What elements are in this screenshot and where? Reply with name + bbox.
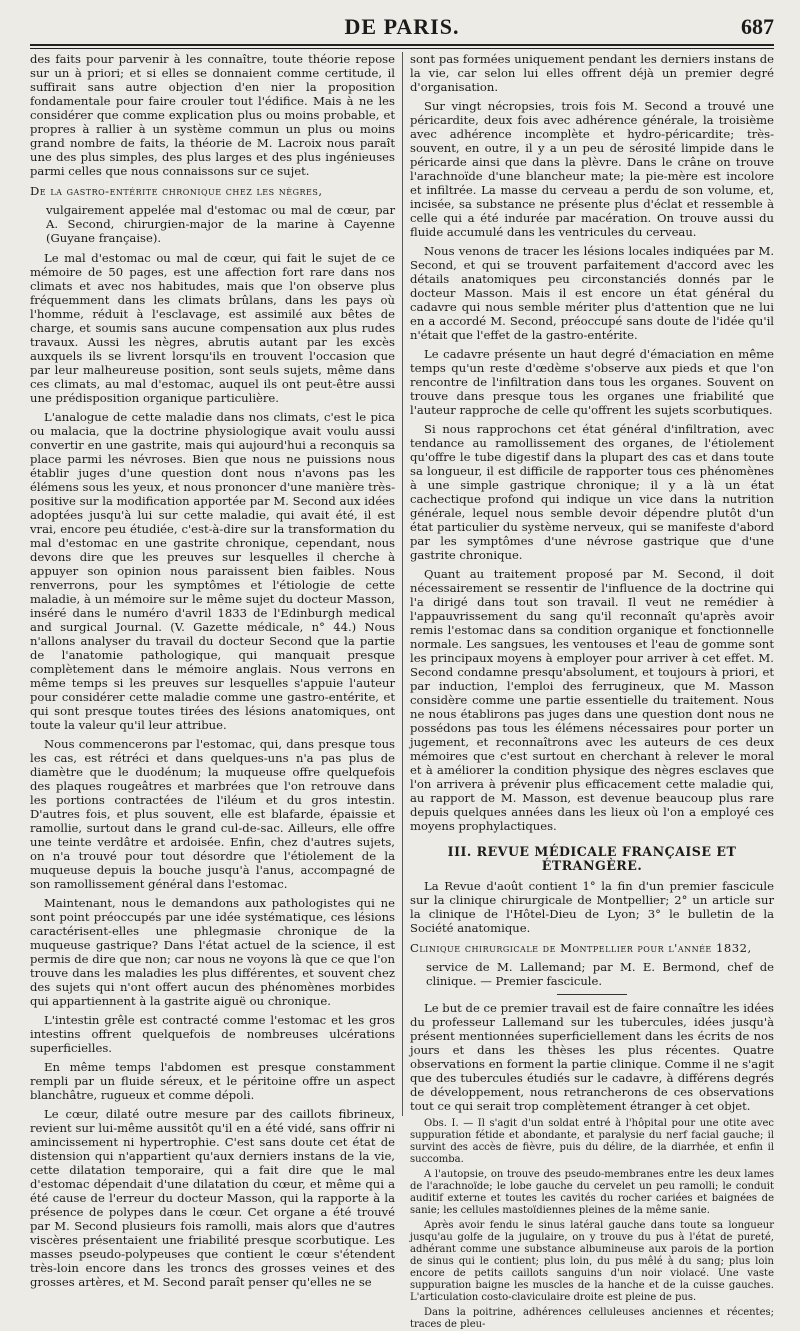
header-rule	[30, 44, 774, 46]
paragraph: La Revue d'août contient 1° la fin d'un premier fascicule sur la clinique chirurgicale de Montpellier; 2° un article sur la clinique de l'Hôtel-Dieu de Lyon; 3° le bulletin de la Société anatomique.	[410, 879, 774, 935]
article-title: Clinique chirurgicale de Montpellier pour l'année 1832,	[410, 941, 752, 955]
column-divider	[402, 52, 403, 1116]
article-heading	[410, 941, 774, 988]
paragraph: Le cadavre présente un haut degré d'émaciation en même temps qu'un reste d'œdème s'observe aux pieds et que l'on rencontre de l'infiltration dans tous les organes. Souvent on trouve dans presque tous les organes une friabilité que l'auteur rapproche de celle qu'offrent les sujets scorbutiques.	[410, 347, 774, 417]
paragraph: Sur vingt nécropsies, trois fois M. Second a trouvé une péricardite, deux fois avec adhérence générale, la troisième avec adhérence incomplète et hydro-péricardite; très-souvent, en outre, il y a un peu de sérosité limpide dans le péricarde ainsi que dans la plèvre. Dans le crâne on trouve l'arachnoïde d'une blancheur mate; la pie-mère est incolore et infiltrée. La masse du cerveau a perdu de son volume, et, incisée, sa substance ne présente plus d'éclat et ressemble à celle qui a été indurée par macération. On trouve aussi du fluide accumulé dans les ventricules du cerveau.	[410, 99, 774, 239]
paragraph: Le but de ce premier travail est de faire connaître les idées du professeur Lallemand sur les tubercules, idées jusqu'à présent mentionnées superficiellement dans les écrits de nos jours et dans les thèses les plus récentes. Quatre observations en forment la partie clinique. Comme il ne s'agit que des tubercules étudiés sur le cadavre, à différens degrés de développement, nous retrancherons de ces observations tout ce qui serait trop complètement étranger à cet objet.	[410, 1001, 774, 1113]
observation: A l'autopsie, on trouve des pseudo-membranes entre les deux lames de l'arachnoïde; le lobe gauche du cervelet un peu ramolli; le conduit auditif externe et toutes les cavités du rocher cariées et baignées de sanie; les cellules mastoïdiennes pleines de la même sanie.	[410, 1169, 774, 1216]
paragraph: des faits pour parvenir à les connaître, toute théorie repose sur un à priori; et si elles se donnaient comme certitude, il suffirait sans autre objection d'en nier la proposition fondamentale pour faire crouler tout l'édifice. Mais à ne les considérer que comme explication plus ou moins probable, et propres à rallier à un système commun un plus ou moins grand nombre de faits, la théorie de M. Lacroix nous paraît une des plus simples, des plus larges et des plus ingénieuses parmi celles que nous connaissons sur ce sujet.	[30, 52, 395, 178]
article-heading	[30, 184, 395, 245]
running-title: DE PARIS.	[344, 14, 460, 39]
observation: Dans la poitrine, adhérences celluleuses anciennes et récentes; traces de pleu-	[410, 1307, 774, 1330]
paragraph: Nous commencerons par l'estomac, qui, dans presque tous les cas, est rétréci et dans quelques-uns n'a pas plus de diamètre que le duodénum; la muqueuse offre quelquefois des plaques rougeâtres et marbrées que l'on retrouve dans les portions contractées de l'iléum et du gros intestin. D'autres fois, et plus souvent, elle est blafarde, épaissie et ramollie, surtout dans le grand cul-de-sac. Ailleurs, elle offre une teinte verdâtre et ardoisée. Enfin, chez d'autres sujets, on n'a trouvé pour tout désordre que l'étiolement de la muqueuse depuis la bouche jusqu'à l'anus, accompagné de son ramollissement général dans l'estomac.	[30, 737, 395, 891]
paragraph: Le cœur, dilaté outre mesure par des caillots fibrineux, revient sur lui-même aussitôt qu'il en a été vidé, sans offrir ni amincissement ni hypertrophie. C'est sans doute cet état de distension qui n'appartient qu'aux derniers instans de la vie, cette dilatation temporaire, qui a fait dire que le mal d'estomac dépendait d'une dilatation du cœur, et même qui a été cause de l'erreur du docteur Masson, qui la rapporte à la présence de polypes dans le cœur. Cet organe a été trouvé par M. Second plusieurs fois ramolli, mais alors que d'autres viscères présentaient une friabilité presque scorbutique. Les masses pseudo-polypeuses que contient le cœur s'étendent très-loin encore dans les troncs des grosses veines et des grosses artères, et M. Second paraît penser qu'elles ne se	[30, 1107, 395, 1289]
article-subtitle: service de M. Lallemand; par M. E. Bermond, chef de clinique. — Premier fascicule.	[426, 960, 774, 988]
paragraph: Si nous rapprochons cet état général d'infiltration, avec tendance au ramollissement des organes, de l'étiolement qu'offre le tube digestif dans la plupart des cas et dans toute sa longueur, il est difficile de rapporter tous ces phénomènes à une simple gastrique chronique; il y a là un état cachectique profond qui indique un vice dans la nutrition générale, lequel nous semble devoir dépendre plutôt d'un état particulier du système nerveux, qui se manifeste d'abord par les symptômes d'une névrose gastrique que d'une gastrite chronique.	[410, 422, 774, 562]
paragraph: Nous venons de tracer les lésions locales indiquées par M. Second, et qui se trouvent parfaitement d'accord avec les détails anatomiques peu circonstanciés donnés par le docteur Masson. Mais il est encore un état général du cadavre qui nous semble mériter plus d'attention que ne lui en a accordé M. Second, préoccupé sans doute de l'idée qu'il n'était que l'effet de la gastro-entérite.	[410, 244, 774, 342]
left-column	[30, 52, 395, 1289]
article-subtitle: vulgairement appelée mal d'estomac ou mal de cœur, par A. Second, chirurgien-major de la marine à Cayenne (Guyane française).	[46, 203, 395, 245]
observation: Obs. I. — Il s'agit d'un soldat entré à l'hôpital pour une otite avec suppuration fétide et abondante, et paralysie du nerf facial gauche; il survint des accès de fièvre, puis du délire, de la diarrhée, et enfin il succomba.	[410, 1118, 774, 1165]
paragraph: En même temps l'abdomen est presque constamment rempli par un fluide séreux, et le péritoine offre un aspect blanchâtre, rugueux et comme dépoli.	[30, 1060, 395, 1102]
page-number: 687	[741, 14, 774, 39]
paragraph: sont pas formées uniquement pendant les derniers instans de la vie, car selon lui elles offrent déjà un premier degré d'organisation.	[410, 52, 774, 94]
paragraph: Maintenant, nous le demandons aux pathologistes qui ne sont point préoccupés par une idée systématique, ces lésions caractérisent-elles une phlegmasie chronique de la muqueuse gastrique? Dans l'état actuel de la science, il est permis de dire que non; car nous ne voyons là que ce que l'on trouve dans les maladies les plus différentes, et souvent chez des sujets qui n'ont offert aucun des phénomènes morbides qui appartiennent à la gastrite aiguë ou chronique.	[30, 896, 395, 1008]
paragraph: L'intestin grêle est contracté comme l'estomac et les gros intestins offrent quelquefois de nombreuses ulcérations superficielles.	[30, 1013, 395, 1055]
observations-block	[410, 1118, 774, 1331]
page-header	[30, 14, 774, 44]
header-rule-thin	[30, 48, 774, 49]
section-heading: III. REVUE MÉDICALE FRANÇAISE ET ÉTRANGÈRE.	[447, 844, 737, 873]
paragraph: L'analogue de cette maladie dans nos climats, c'est le pica ou malacia, que la doctrine physiologique avait voulu aussi convertir en une gastrite, mais qui aujourd'hui a reconquis sa place parmi les névroses. Bien que nous ne puissions nous établir juges d'une question dont nous n'avons pas les élémens sous les yeux, et nous prononcer d'une manière très-positive sur la modification apportée par M. Second aux idées adoptées jusqu'à lui sur cette maladie, qui avait été, il est vrai, encore peu étudiée, c'est-à-dire sur la transformation du mal d'estomac en une gastrite chronique, cependant, nous devons dire que les preuves sur lesquelles il cherche à appuyer son opinion nous paraissent bien faibles. Nous renverrons, pour les symptômes et l'étiologie de cette maladie, à un mémoire sur le même sujet du docteur Masson, inséré dans le numéro d'avril 1833 de l'Edinburgh medical and surgical Journal. (V. Gazette médicale, n° 44.) Nous n'allons analyser du travail du docteur Second que la partie de l'anatomie pathologique, qui manquait presque complètement dans le mémoire anglais. Nous verrons en même temps si les preuves sur lesquelles s'appuie l'auteur pour considérer cette maladie comme une gastro-entérite, et qui sont presque toutes tirées des lésions anatomiques, ont toute la valeur qu'il leur attribue.	[30, 410, 395, 732]
article-title: De la gastro-entérite chronique chez les nègres,	[30, 184, 323, 198]
observation: Après avoir fendu le sinus latéral gauche dans toute sa longueur jusqu'au golfe de la jugulaire, on y trouve du pus à l'état de pureté, adhérant comme une substance albumineuse aux parois de la portion de sinus qui le contient; plus loin, du pus mêlé à du sang; plus loin encore de petits caillots sanguins d'un noir violacé. Une vaste suppuration baigne les muscles de la hanche et de la cuisse gauches. L'articulation costo-claviculaire droite est pleine de pus.	[410, 1220, 774, 1303]
right-column	[410, 52, 774, 1330]
paragraph: Quant au traitement proposé par M. Second, il doit nécessairement se ressentir de l'influence de la doctrine qui l'a dirigé dans tout son travail. Il veut ne remédier à l'appauvrissement du sang qu'il reconnaît qu'après avoir remis l'estomac dans sa condition organique et fonctionnelle normale. Les sangsues, les ventouses et l'eau de gomme sont les principaux moyens à employer pour arriver à cet effet. M. Second condamne presqu'absolument, et toujours à priori, et par induction, l'emploi des ferrugineux, que M. Masson considère comme une partie essentielle du traitement. Nous ne nous établirons pas juges dans une question dont nous ne possédons pas tous les élémens nécessaires pour porter un jugement, et reconnaîtrons avec les auteurs de ces deux mémoires que c'est surtout en cherchant à relever le moral et à améliorer la condition physique des nègres esclaves que l'on arrivera à prévenir plus efficacement cette maladie qui, au rapport de M. Masson, est devenue beaucoup plus rare depuis quelques années dans les lieux où l'on a employé ces moyens prophylactiques.	[410, 567, 774, 833]
short-rule	[557, 994, 627, 995]
paragraph: Le mal d'estomac ou mal de cœur, qui fait le sujet de ce mémoire de 50 pages, est une affection fort rare dans nos climats et avec nos habitudes, mais que l'on observe plus fréquemment dans les climats brûlans, dans les pays où l'homme, réduit à l'esclavage, est assimilé aux bêtes de charge, et soumis sans aucune compensation aux plus rudes travaux. Aussi les nègres, abrutis autant par les excès auxquels ils se livrent lorsqu'ils en trouvent l'occasion que par leur malheureuse position, sont seuls sujets, même dans ces climats, au mal d'estomac, auquel ils ont peut-être aussi une prédisposition organique particulière.	[30, 251, 395, 405]
